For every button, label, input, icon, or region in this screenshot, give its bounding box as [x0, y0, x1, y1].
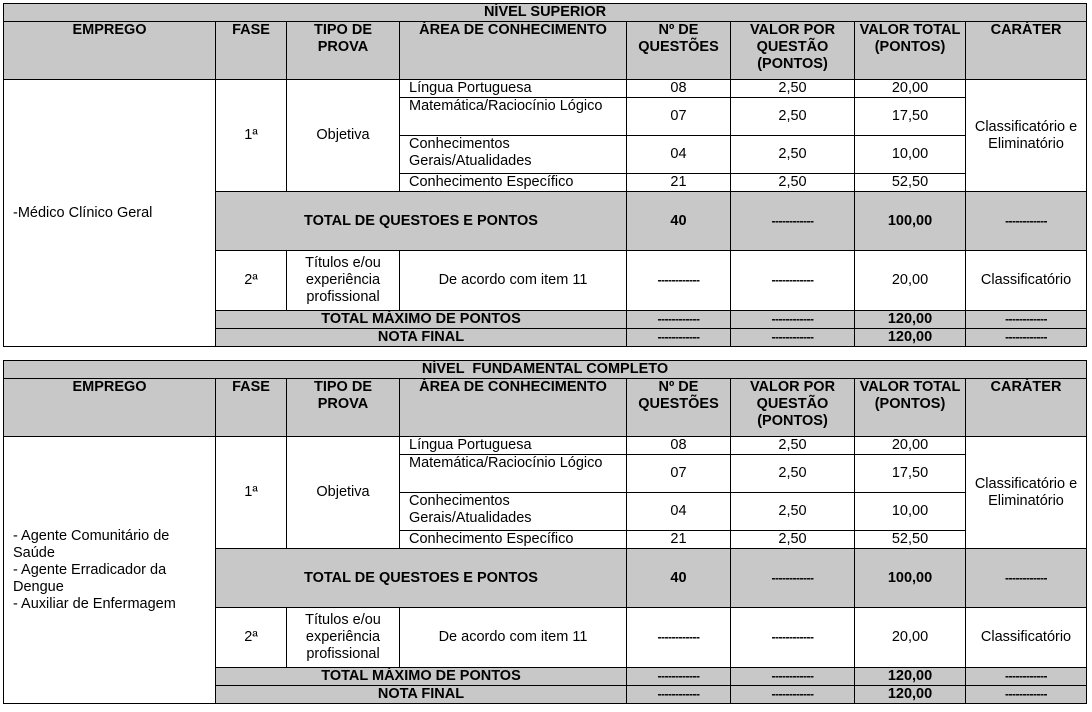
total-pontos-value: 100,00 — [855, 192, 966, 251]
table-row — [4, 80, 1087, 98]
area-valor: 2,50 — [731, 174, 855, 192]
area-valor: 2,50 — [731, 531, 855, 549]
header-row — [4, 379, 1087, 437]
area-name: De acordo com item 11 — [400, 608, 627, 668]
carater-cell: Classificatório — [966, 608, 1087, 668]
total-pontos-value: 100,00 — [855, 549, 966, 608]
area-questoes: 21 — [627, 174, 731, 192]
area-name: Conhecimentos Gerais/Atualidades — [400, 493, 627, 531]
fase-cell: 1ª — [216, 80, 287, 192]
area-name: De acordo com item 11 — [400, 251, 627, 311]
nota-final-label: NOTA FINAL — [216, 686, 627, 704]
cargo-name: -Médico Clínico Geral — [13, 204, 153, 221]
total-questoes-label: TOTAL DE QUESTOES E PONTOS — [216, 192, 627, 251]
fase-cell: 2ª — [216, 251, 287, 311]
total-maximo-value: 120,00 — [855, 668, 966, 686]
cargo-name: - Auxiliar de Enfermagem — [13, 595, 176, 612]
header-valor-total: VALOR TOTAL (PONTOS) — [855, 379, 966, 437]
dashes: ------------ — [731, 549, 855, 608]
area-name: Conhecimento Específico — [400, 174, 627, 192]
dashes: ------------ — [627, 329, 731, 347]
header-fase: FASE — [216, 22, 287, 80]
header-tipo-prova: TIPO DE PROVA — [287, 22, 400, 80]
dashes: ------------ — [966, 192, 1087, 251]
dashes: ------------ — [966, 311, 1087, 329]
area-questoes: 04 — [627, 136, 731, 174]
total-maximo-label: TOTAL MÁXIMO DE PONTOS — [216, 311, 627, 329]
nota-final-label: NOTA FINAL — [216, 329, 627, 347]
nivel-row — [4, 4, 1087, 22]
table-row — [4, 437, 1087, 455]
area-valor: 2,50 — [731, 80, 855, 98]
header-row — [4, 22, 1087, 80]
area-valor: 2,50 — [731, 493, 855, 531]
total-questoes-value: 40 — [627, 192, 731, 251]
carater-cell: Classificatório e Eliminatório — [966, 437, 1087, 549]
table-nivel-superior — [3, 3, 1087, 347]
header-emprego: EMPREGO — [4, 379, 216, 437]
cargo-name: - Agente Erradicador da Dengue — [13, 561, 167, 595]
area-valor: 2,50 — [731, 98, 855, 136]
fase-cell: 2ª — [216, 608, 287, 668]
header-carater: CARÁTER — [966, 22, 1087, 80]
carater-cell: Classificatório e Eliminatório — [966, 80, 1087, 192]
area-questoes: 07 — [627, 455, 731, 493]
tipo-prova-cell: Títulos e/ou experiência profissional — [287, 608, 400, 668]
area-valor: 2,50 — [731, 136, 855, 174]
cargo-cell — [4, 80, 216, 347]
header-num-questoes: Nº DE QUESTÕES — [627, 379, 731, 437]
area-questoes: 08 — [627, 80, 731, 98]
cargo-cell — [4, 437, 216, 704]
dashes: ------------ — [731, 251, 855, 311]
total-maximo-value: 120,00 — [855, 311, 966, 329]
area-total: 52,50 — [855, 531, 966, 549]
dashes: ------------ — [966, 329, 1087, 347]
tipo-prova-cell: Objetiva — [287, 437, 400, 549]
fase-cell: 1ª — [216, 437, 287, 549]
titulos-pontos: 20,00 — [855, 608, 966, 668]
nivel-row — [4, 361, 1087, 379]
area-total: 20,00 — [855, 80, 966, 98]
dashes: ------------ — [627, 686, 731, 704]
area-total: 10,00 — [855, 493, 966, 531]
dashes: ------------ — [731, 608, 855, 668]
total-questoes-value: 40 — [627, 549, 731, 608]
area-name: Língua Portuguesa — [400, 437, 627, 455]
header-tipo-prova: TIPO DE PROVA — [287, 379, 400, 437]
dashes: ------------ — [627, 668, 731, 686]
area-questoes: 21 — [627, 531, 731, 549]
header-valor-total: VALOR TOTAL (PONTOS) — [855, 22, 966, 80]
area-total: 10,00 — [855, 136, 966, 174]
dashes: ------------ — [627, 251, 731, 311]
header-carater: CARÁTER — [966, 379, 1087, 437]
area-name: Matemática/Raciocínio Lógico — [400, 455, 627, 493]
area-questoes: 08 — [627, 437, 731, 455]
nota-final-value: 120,00 — [855, 329, 966, 347]
header-emprego: EMPREGO — [4, 22, 216, 80]
dashes: ------------ — [731, 192, 855, 251]
dashes: ------------ — [966, 549, 1087, 608]
header-num-questoes: Nº DE QUESTÕES — [627, 22, 731, 80]
dashes: ------------ — [731, 311, 855, 329]
nota-final-value: 120,00 — [855, 686, 966, 704]
header-valor-questao: VALOR POR QUESTÃO (PONTOS) — [731, 22, 855, 80]
dashes: ------------ — [966, 668, 1087, 686]
area-name: Matemática/Raciocínio Lógico — [400, 98, 627, 136]
total-maximo-label: TOTAL MÁXIMO DE PONTOS — [216, 668, 627, 686]
titulos-pontos: 20,00 — [855, 251, 966, 311]
header-area: ÁREA DE CONHECIMENTO — [400, 379, 627, 437]
total-questoes-label: TOTAL DE QUESTOES E PONTOS — [216, 549, 627, 608]
carater-cell: Classificatório — [966, 251, 1087, 311]
header-valor-questao: VALOR POR QUESTÃO (PONTOS) — [731, 379, 855, 437]
nivel-title: NÍVEL SUPERIOR — [4, 4, 1087, 22]
header-fase: FASE — [216, 379, 287, 437]
area-valor: 2,50 — [731, 437, 855, 455]
area-name: Língua Portuguesa — [400, 80, 627, 98]
dashes: ------------ — [627, 311, 731, 329]
area-total: 52,50 — [855, 174, 966, 192]
dashes: ------------ — [731, 329, 855, 347]
dashes: ------------ — [731, 668, 855, 686]
nivel-title: NÍVEL FUNDAMENTAL COMPLETO — [4, 361, 1087, 379]
area-total: 17,50 — [855, 455, 966, 493]
tipo-prova-cell: Títulos e/ou experiência profissional — [287, 251, 400, 311]
dashes: ------------ — [966, 686, 1087, 704]
dashes: ------------ — [627, 608, 731, 668]
area-total: 20,00 — [855, 437, 966, 455]
area-questoes: 04 — [627, 493, 731, 531]
table-nivel-fundamental — [3, 360, 1087, 704]
area-questoes: 07 — [627, 98, 731, 136]
area-name: Conhecimento Específico — [400, 531, 627, 549]
area-valor: 2,50 — [731, 455, 855, 493]
cargo-name: - Agente Comunitário de Saúde — [13, 527, 170, 561]
header-area: ÁREA DE CONHECIMENTO — [400, 22, 627, 80]
dashes: ------------ — [731, 686, 855, 704]
area-name: Conhecimentos Gerais/Atualidades — [400, 136, 627, 174]
tipo-prova-cell: Objetiva — [287, 80, 400, 192]
area-total: 17,50 — [855, 98, 966, 136]
